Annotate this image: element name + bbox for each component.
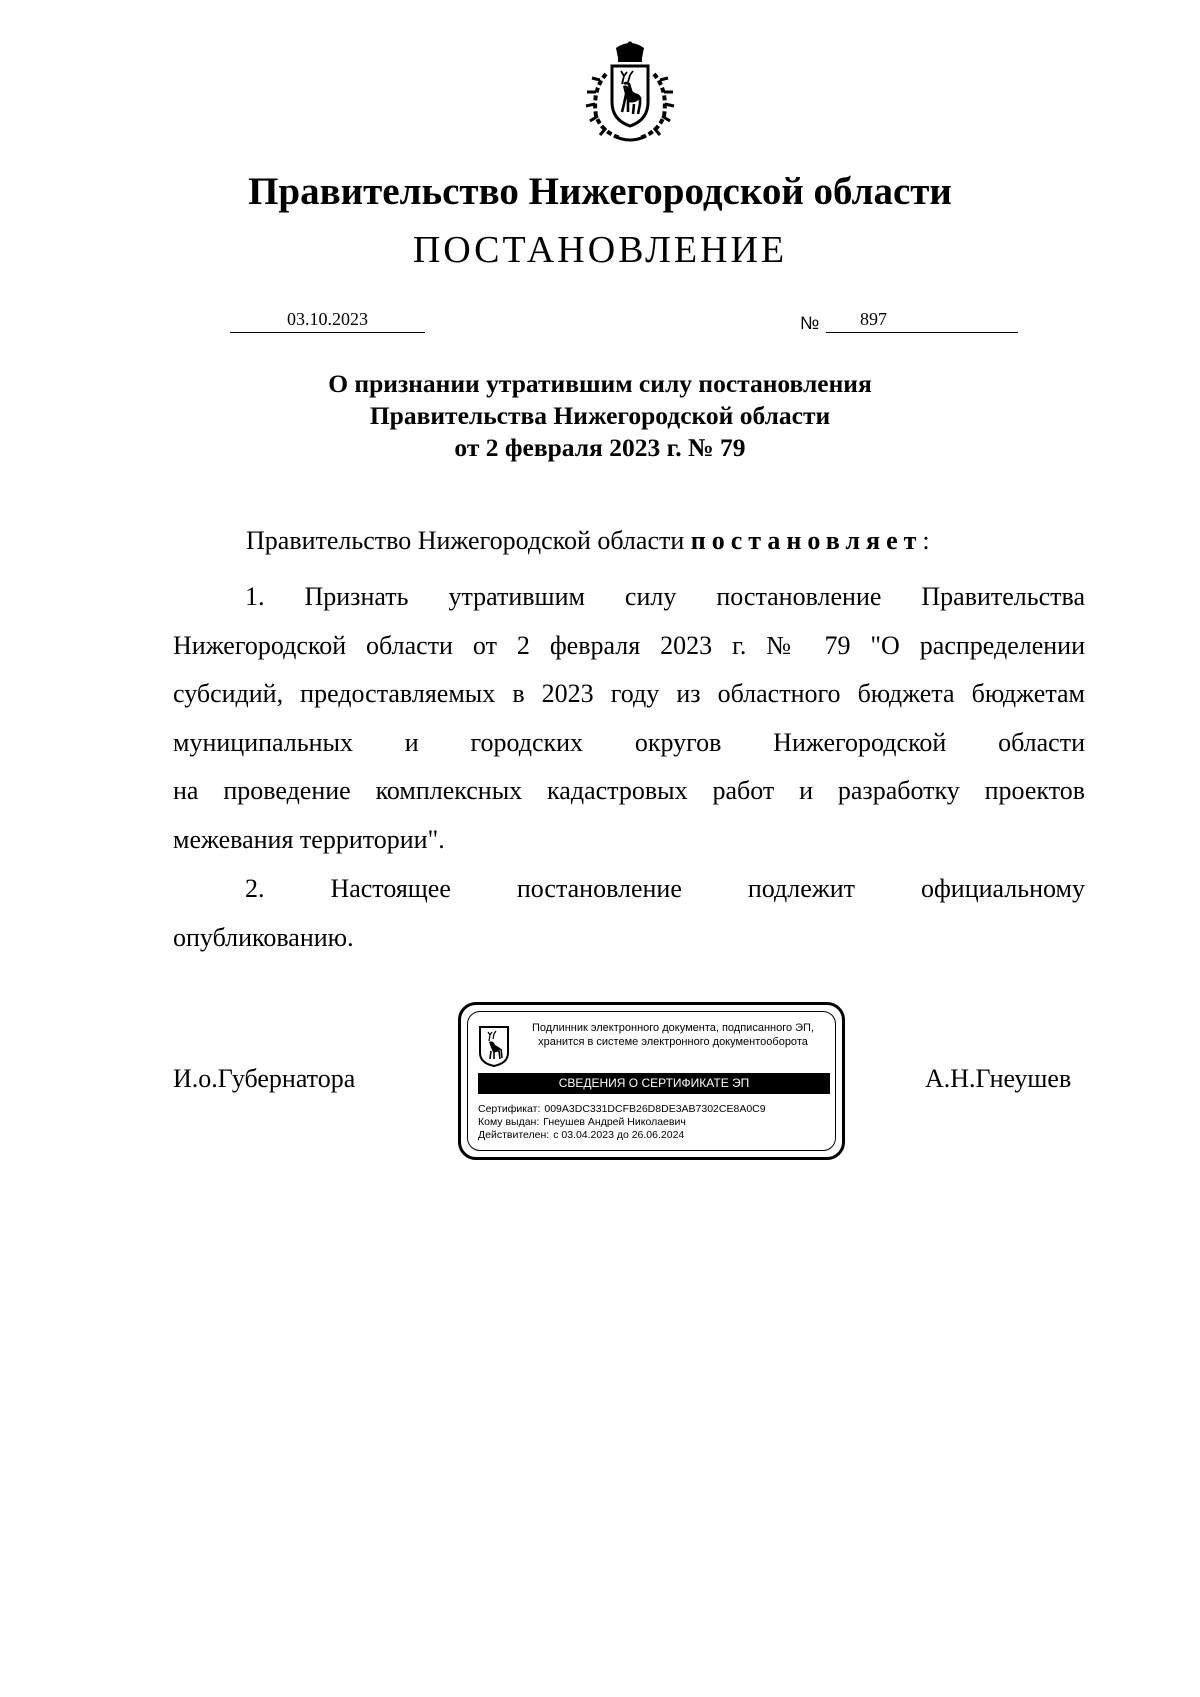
issued-label: Кому выдан:	[478, 1116, 540, 1128]
paragraph-line: Нижегородской области от 2 февраля 2023 г. № 79 "О распределении	[173, 630, 1085, 660]
stamp-row	[478, 1129, 766, 1142]
stamp-certificate-details	[478, 1103, 766, 1142]
signer-position: И.о.Губернатора	[173, 1064, 356, 1093]
decree-intro	[246, 525, 1086, 557]
stamp-row	[478, 1116, 766, 1129]
paragraph-1	[173, 573, 1085, 864]
stamp-header-line: Подлинник электронного документа, подписанного ЭП,	[531, 1022, 815, 1034]
paragraph-line: субсидий, предоставляемых в 2023 году из областного бюджета бюджетам	[173, 679, 1085, 708]
paragraph-line: муниципальных и городских округов Нижегородской области	[173, 727, 1085, 757]
cert-label: Сертификат:	[478, 1103, 541, 1115]
number-sign: №	[800, 313, 820, 333]
stamp-header	[513, 1021, 833, 1049]
intro-text: Правительство Нижегородской области	[246, 526, 685, 555]
valid-label: Действителен:	[478, 1129, 550, 1141]
paragraph-line: 1. Признать утратившим силу постановление Правительства	[245, 582, 1085, 611]
paragraph-2	[173, 865, 1085, 962]
document-subject	[0, 368, 1200, 464]
paragraph-line: опубликованию.	[173, 922, 354, 952]
electronic-signature-stamp	[458, 1002, 845, 1160]
subject-line: О признании утратившим силу постановления	[328, 369, 872, 398]
paragraph-line: межевания территории".	[173, 824, 445, 854]
signer-name: А.Н.Гнеушев	[925, 1064, 1072, 1093]
document-number-field	[826, 306, 1018, 333]
document-number: 897	[860, 309, 887, 329]
stamp-row	[478, 1103, 766, 1116]
document-type: ПОСТАНОВЛЕНИЕ	[412, 229, 788, 271]
deer-shield-icon	[478, 1025, 510, 1067]
subject-line: Правительства Нижегородской области	[369, 401, 831, 430]
paragraph-line: на проведение комплексных кадастровых работ и разработку проектов	[173, 776, 1085, 805]
issued-value: Гнеушев Андрей Николаевич	[543, 1116, 686, 1128]
cert-value: 009A3DC331DCFB26D8DE3AB7302CE8A0C9	[544, 1103, 766, 1115]
subject-line: от 2 февраля 2023 г. № 79	[454, 433, 746, 462]
stamp-header-line: хранится в системе электронного документооборота	[538, 1036, 808, 1048]
stamp-certificate-banner: СВЕДЕНИЯ О СЕРТИФИКАТЕ ЭП	[478, 1073, 830, 1094]
coat-of-arms-deer-icon	[576, 40, 684, 146]
government-title: Правительство Нижегородской области	[248, 170, 952, 213]
valid-value: с 03.04.2023 до 26.06.2024	[553, 1129, 685, 1141]
paragraph-line: 2. Настоящее постановление подлежит официальному	[245, 874, 1085, 903]
decree-verb: постановляет	[690, 526, 923, 555]
intro-colon: :	[922, 526, 930, 555]
document-date: 03.10.2023	[230, 306, 425, 333]
